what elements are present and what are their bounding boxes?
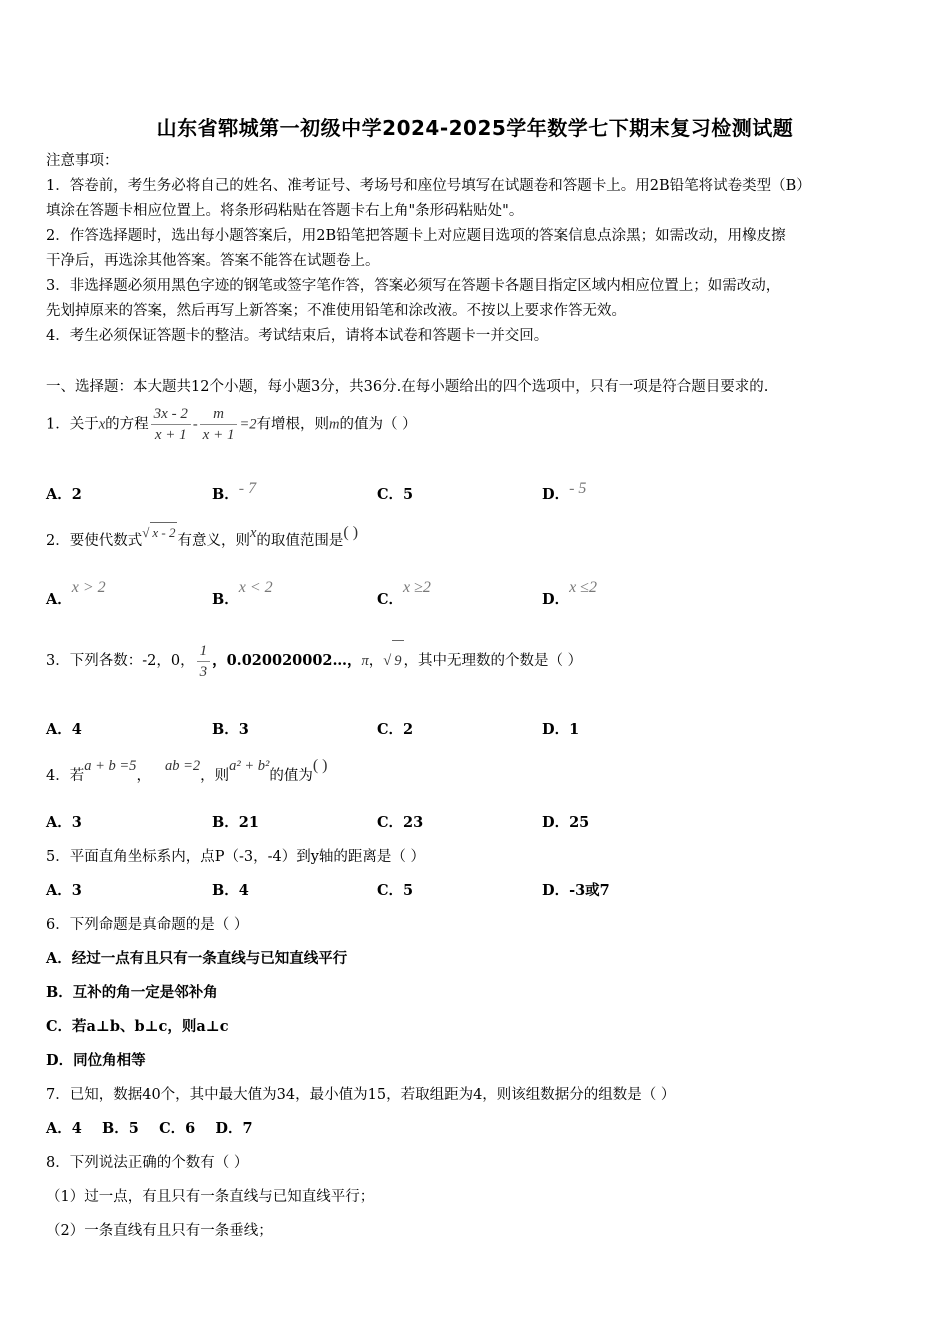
question-7: 7．已知，数据40个，其中最大值为34，最小值为15，若取组距为4，则该组数据分的组数是（ ） <box>46 1087 676 1103</box>
q1-frac1-num: 3x - 2 <box>151 404 191 425</box>
q2-option-c: C．x ≥2 <box>377 579 431 608</box>
question-1 <box>46 404 417 445</box>
q1-prefix: 1．关于 <box>46 416 99 433</box>
q2-option-a: A．x > 2 <box>46 579 106 608</box>
notice-heading: 注意事项： <box>46 153 119 169</box>
q2-option-d: D．x ≤2 <box>542 579 597 608</box>
q1-text-b: 有增根，则 <box>256 416 329 433</box>
q2-sqrt: √ x - 2 <box>142 525 177 540</box>
q1-frac2-den: x + 1 <box>202 427 235 443</box>
q3-option-d: D．1 <box>542 721 580 738</box>
page-title: 山东省郓城第一初级中学2024-2025学年数学七下期末复习检测试题 <box>156 116 794 140</box>
q1-frac2-num: m <box>200 404 238 425</box>
question-3: 3．下列各数：-2，0， $\frac{1}{3}$ ，0.020020002…，π，√ 9 ，其中无理数的个数是（ ） <box>46 640 582 682</box>
q1-option-b: B．- 7 <box>212 480 257 503</box>
question-2: 2．要使代数式√ x - 2有意义，则x的取值范围是( ) <box>46 524 359 549</box>
q4-option-d: D．25 <box>542 814 590 831</box>
notice-line-1: 1．答卷前，考生务必将自己的姓名、准考证号、考场号和座位号填写在试题卷和答题卡上。用2B铅笔将试卷类型（B） <box>46 178 811 194</box>
q8-item-2: （2）一条直线有且只有一条垂线； <box>46 1223 273 1239</box>
q4-answer-paren: ( ) <box>312 757 328 774</box>
q8-item-1: （1）过一点，有且只有一条直线与已知直线平行； <box>46 1189 375 1205</box>
question-8: 8．下列说法正确的个数有（ ） <box>46 1155 249 1171</box>
q1-fraction-1 <box>151 404 191 445</box>
notice-line-2: 填涂在答题卡相应位置上。将条形码粘贴在答题卡右上角"条形码粘贴处"。 <box>46 203 524 219</box>
q3-sqrt: √ 9 <box>383 653 403 669</box>
q1-option-c: C．5 <box>377 486 414 503</box>
q2-answer-paren: ( ) <box>343 524 359 541</box>
q1-fraction-2 <box>200 404 238 445</box>
q3-option-a: A．4 <box>46 721 82 738</box>
q5-option-c: C．5 <box>377 882 414 899</box>
q1-text-a: 的方程 <box>105 416 149 433</box>
q3-option-c: C．2 <box>377 721 414 738</box>
question-6: 6．下列命题是真命题的是（ ） <box>46 917 249 933</box>
notice-line-6: 先划掉原来的答案，然后再写上新答案；不准使用铅笔和涂改液。不按以上要求作答无效。 <box>46 303 626 319</box>
q6-option-a: A．经过一点有且只有一条直线与已知直线平行 <box>46 950 348 967</box>
q3-fraction: $\frac{1}{3}$ <box>197 641 211 682</box>
q6-option-b: B．互补的角一定是邻补角 <box>46 984 218 1001</box>
q1-option-a: A．2 <box>46 486 82 503</box>
q4-option-b: B．21 <box>212 814 259 831</box>
q1-eq: =2 <box>239 416 257 433</box>
notice-line-5: 3．非选择题必须用黑色字迹的钢笔或签字笔作答，答案必须写在答题卡各题目指定区域内相应位置上；如需改动， <box>46 278 781 294</box>
q1-option-d: D．- 5 <box>542 480 587 503</box>
q5-option-a: A．3 <box>46 882 82 899</box>
q3-option-b: B．3 <box>212 721 249 738</box>
q1-text-c: 的值为（ ） <box>339 416 417 433</box>
q1-frac1-den: x + 1 <box>154 427 187 443</box>
q2-option-b: B．x < 2 <box>212 579 273 608</box>
notice-line-4: 干净后，再选涂其他答案。答案不能答在试题卷上。 <box>46 253 380 269</box>
notice-line-3: 2．作答选择题时，选出每小题答案后，用2B铅笔把答题卡上对应题目选项的答案信息点涂黑；如需改动，用橡皮擦 <box>46 228 786 244</box>
q4-option-c: C．23 <box>377 814 424 831</box>
q1-minus: - <box>192 416 198 433</box>
question-4: 4．若a + b =5，ab =2，则a² + b²的值为( ) <box>46 757 328 784</box>
section-heading: 一、选择题：本大题共12个小题，每小题3分，共36分.在每小题给出的四个选项中，只有一项是符合题目要求的. <box>46 379 769 395</box>
q6-option-c: C．若a⊥b、b⊥c，则a⊥c <box>46 1018 229 1035</box>
question-5: 5．平面直角坐标系内，点P（-3，-4）到y轴的距离是（ ） <box>46 849 426 865</box>
q1-var-m: m <box>329 416 340 433</box>
notice-line-7: 4．考生必须保证答题卡的整洁。考试结束后，请将本试卷和答题卡一并交回。 <box>46 328 549 344</box>
q4-option-a: A．3 <box>46 814 82 831</box>
q5-option-b: B．4 <box>212 882 249 899</box>
q7-options: A．4 B．5 C．6 D．7 <box>46 1120 253 1137</box>
q1-var-x: x <box>98 416 106 433</box>
q6-option-d: D．同位角相等 <box>46 1052 146 1069</box>
q5-option-d: D．-3或7 <box>542 882 610 899</box>
